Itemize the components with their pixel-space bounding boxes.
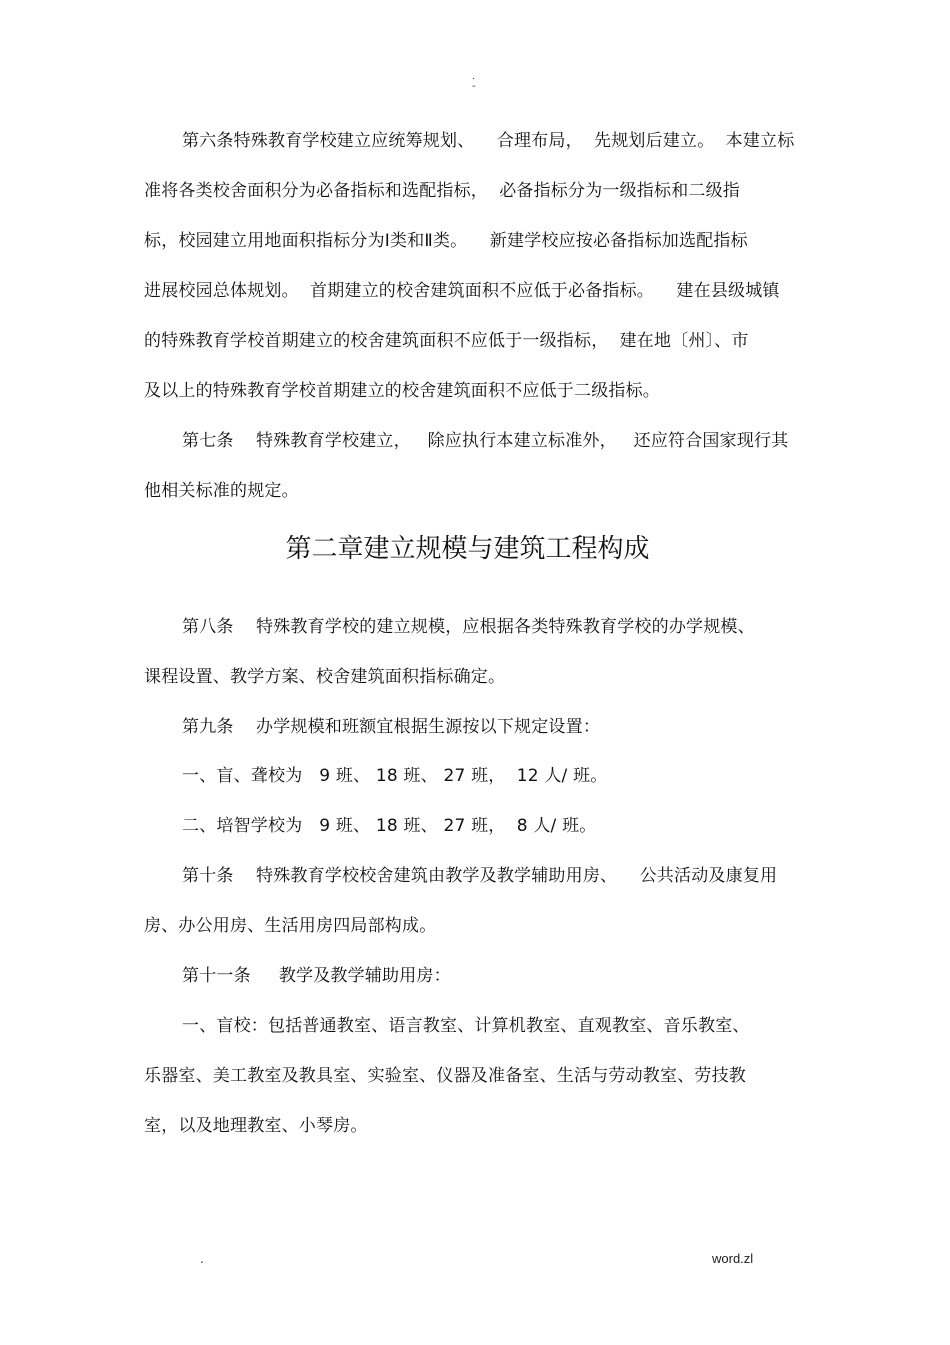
paragraph-line: 一、盲校：包括普通教室、语言教室、计算机教室、直观教室、音乐教室、 xyxy=(182,1016,750,1036)
paragraph-line: 标，校园建立用地面积指标分为Ⅰ类和Ⅱ类。 新建学校应按必备指标加选配指标 xyxy=(144,231,748,251)
paragraph-line: 他相关标准的规定。 xyxy=(144,481,299,501)
paragraph-line: 一、盲、聋校为 9 班、 18 班、 27 班， 12 人/ 班。 xyxy=(182,766,608,786)
paragraph-line: 第九条 办学规模和班额宜根据生源按以下规定设置： xyxy=(182,717,601,737)
paragraph-line: 乐器室、美工教室及教具室、实验室、仪器及准备室、生活与劳动教室、劳技教 xyxy=(144,1066,746,1086)
header-mark: . - xyxy=(472,71,476,92)
paragraph-line: 第十一条 教学及教学辅助用房： xyxy=(182,966,451,986)
chapter-title: 第二章建立规模与建筑工程构成 xyxy=(285,534,650,564)
paragraph-line: 第十条 特殊教育学校校舍建筑由教学及教学辅助用房、 公共活动及康复用 xyxy=(182,866,778,886)
paragraph-line: 第八条 特殊教育学校的建立规模，应根据各类特殊教育学校的办学规模、 xyxy=(182,617,755,637)
footer-label: word.zl xyxy=(712,1251,754,1266)
paragraph-line: 第七条 特殊教育学校建立， 除应执行本建立标准外， 还应符合国家现行其 xyxy=(182,431,789,451)
paragraph-line: 第六条特殊教育学校建立应统筹规划、 合理布局， 先规划后建立。 本建立标 xyxy=(182,131,795,151)
paragraph-line: 的特殊教育学校首期建立的校舍建筑面积不应低于一级指标， 建在地〔州〕、市 xyxy=(144,331,749,351)
paragraph-line: 课程设置、教学方案、校舍建筑面积指标确定。 xyxy=(144,667,506,687)
paragraph-line: 及以上的特殊教育学校首期建立的校舍建筑面积不应低于二级指标。 xyxy=(144,381,660,401)
footer-dot: . xyxy=(200,1252,204,1266)
paragraph-line: 二、培智学校为 9 班、 18 班、 27 班， 8 人/ 班。 xyxy=(182,816,597,836)
paragraph-line: 准将各类校舍面积分为必备指标和选配指标， 必备指标分为一级指标和二级指 xyxy=(144,181,741,201)
paragraph-line: 进展校园总体规划。 首期建立的校舍建筑面积不应低于必备指标。 建在县级城镇 xyxy=(144,281,780,301)
paragraph-line: 室，以及地理教室、小琴房。 xyxy=(144,1116,368,1136)
paragraph-line: 房、办公用房、生活用房四局部构成。 xyxy=(144,916,437,936)
